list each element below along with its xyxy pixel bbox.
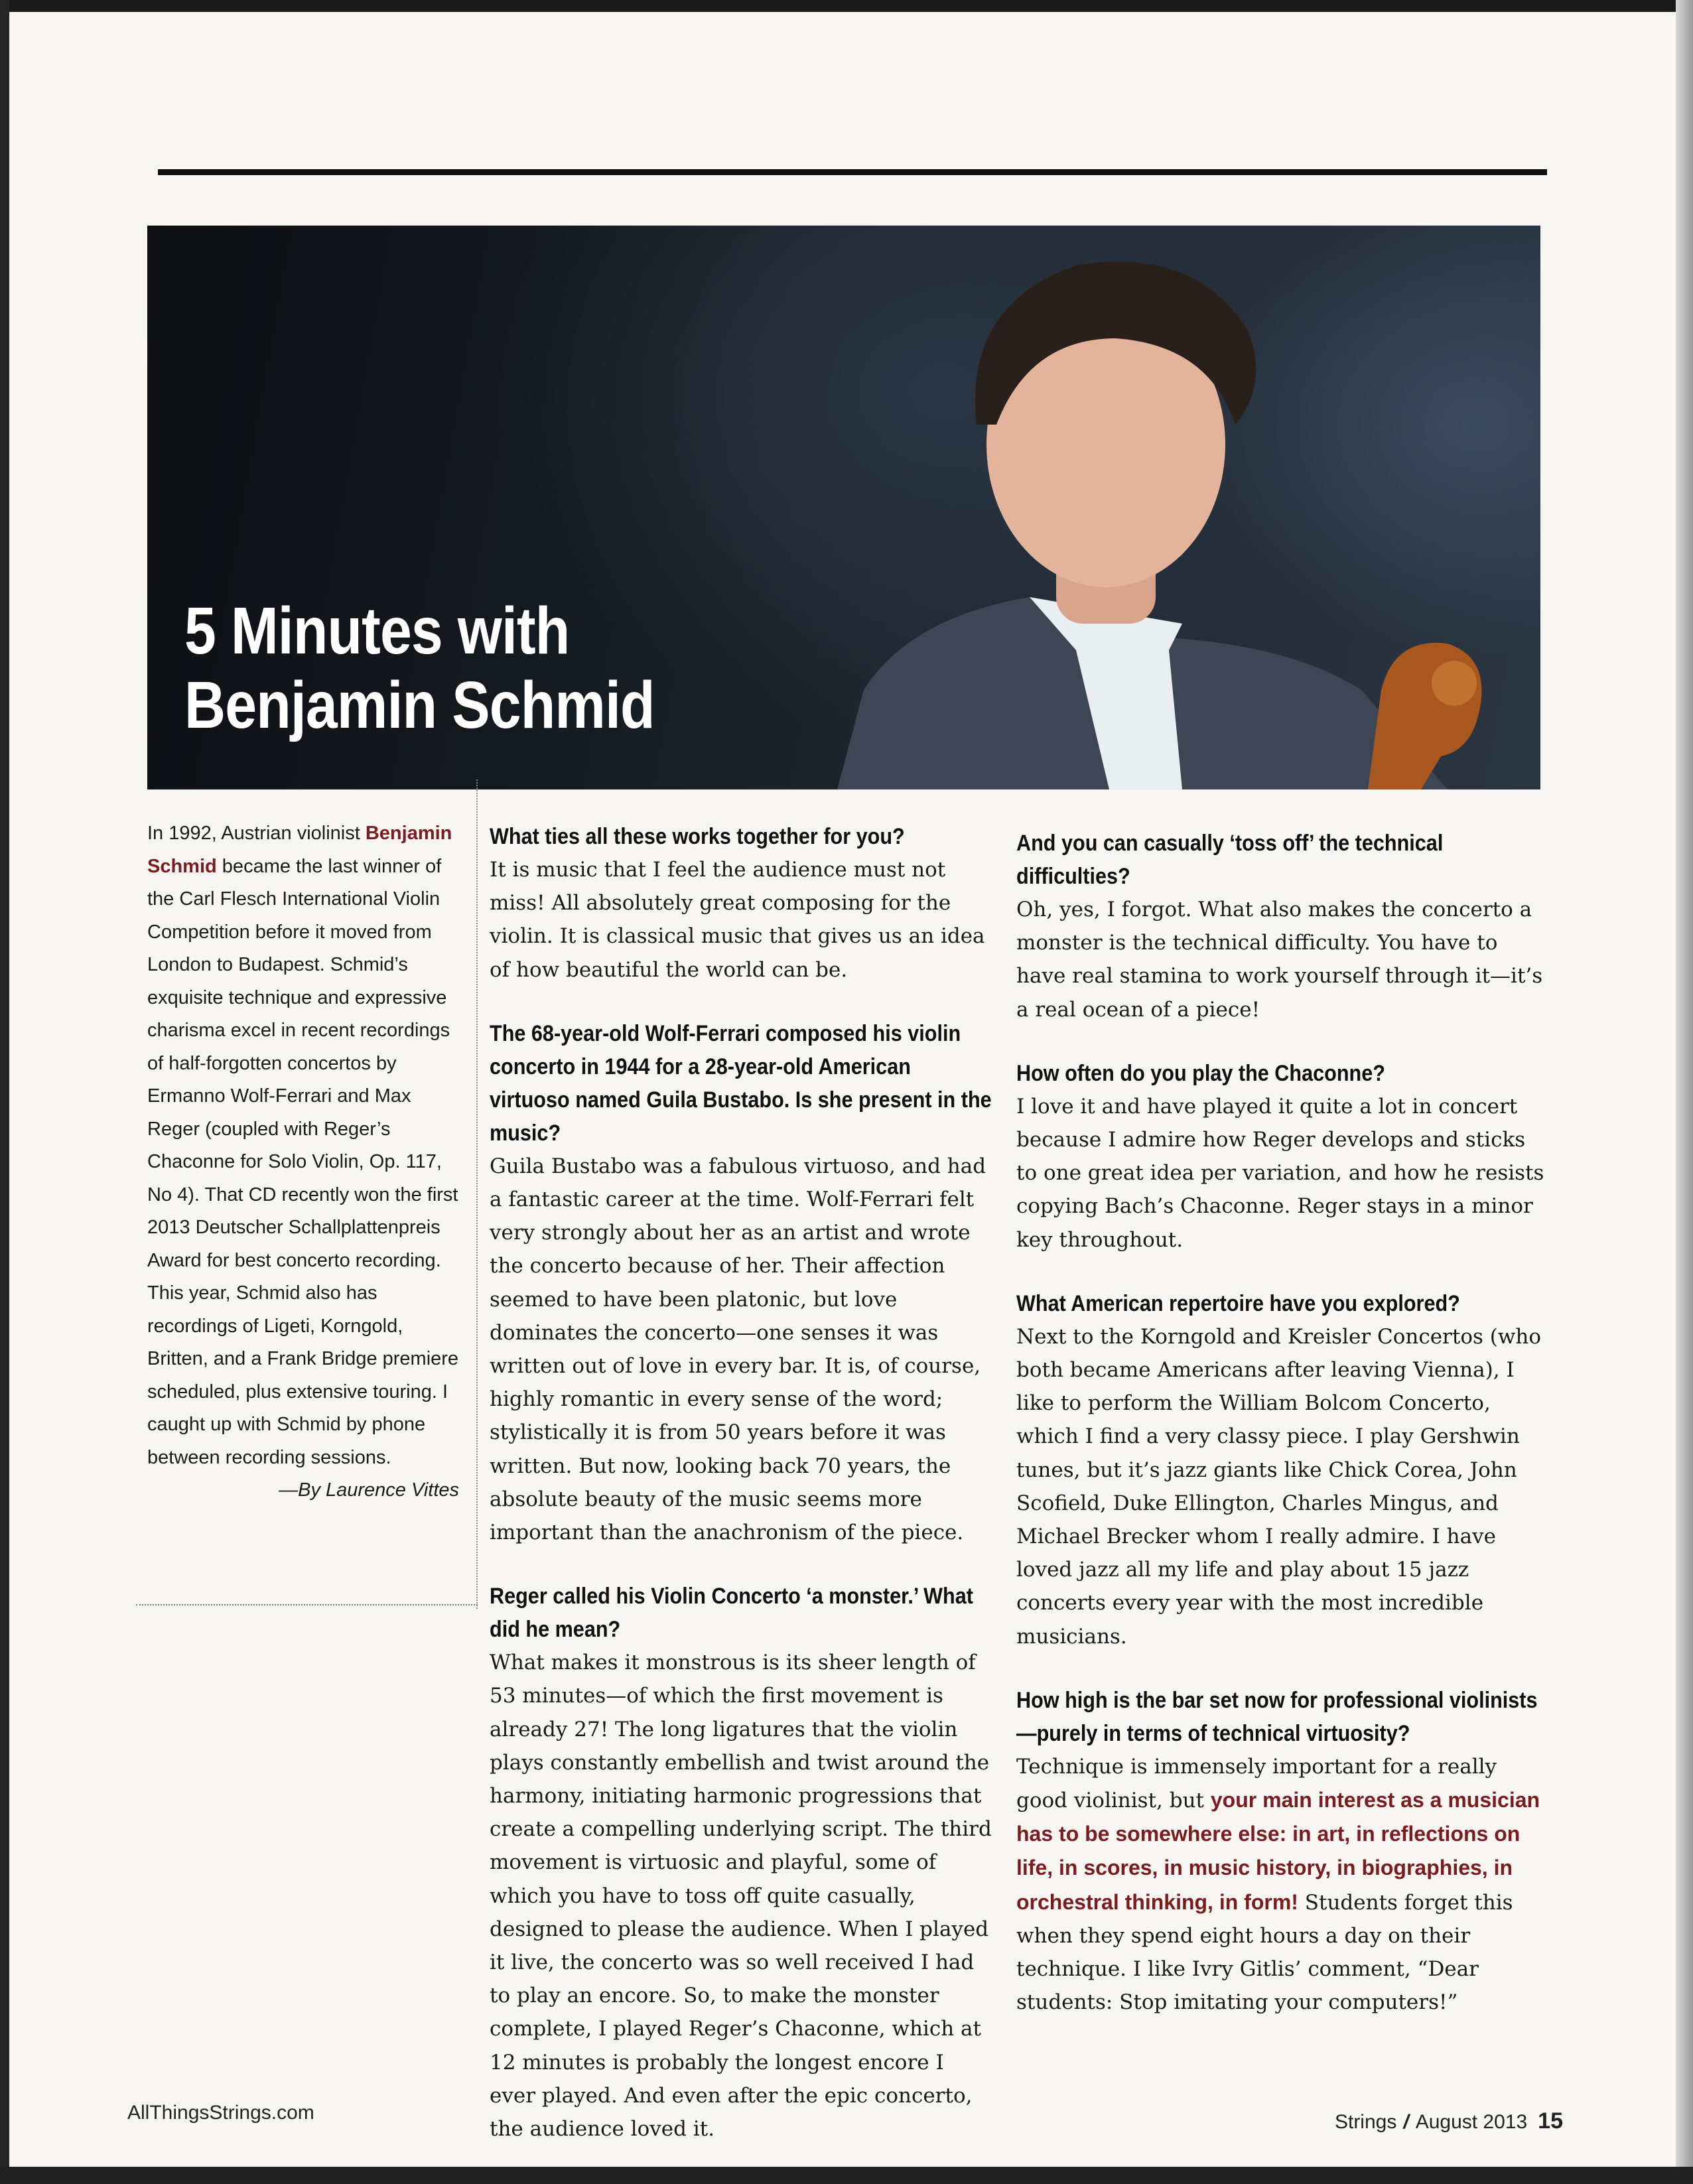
column-divider: [476, 780, 478, 1609]
question-1: What ties all these works together for you?: [490, 824, 905, 849]
question-7: How high is the bar set now for professional violinists—purely in terms of technical virtuosity?: [1016, 1687, 1538, 1746]
article-title: [184, 594, 655, 742]
answer-7: [1016, 1750, 1547, 2019]
folio-separator: /: [1403, 2111, 1409, 2133]
answer-7-after: Students forget this when they spend eight hours a day on their technique. I like Ivry Gitlis’ comment, “Dear students: Stop imitating your computers!”: [1016, 1890, 1513, 2015]
scan-edge-right: [1676, 0, 1693, 2184]
interview-column-1: [490, 820, 994, 2176]
issue-date: August 2013: [1415, 2111, 1528, 2133]
intro-before: In 1992, Austrian violinist: [147, 823, 366, 844]
answer-7-before: Technique is immensely important for a really good violinist, but: [1016, 1754, 1497, 1813]
pull-highlight: your main interest as a musician has to be somewhere else: in art, in reflections on life, in scores, in music history, in biographies, in orchestral thinking, in form!: [1016, 1788, 1540, 1914]
question-4: And you can casually ‘toss off’ the technical difficulties?: [1016, 831, 1444, 889]
scan-edge-top: [0, 0, 1693, 12]
intro-sidebar: [147, 817, 459, 1507]
magazine-name: Strings: [1334, 2111, 1397, 2133]
title-line-1: 5 Minutes with: [184, 594, 570, 668]
question-6: What American repertoire have you explored?: [1016, 1290, 1460, 1316]
intro-text: [147, 817, 459, 1474]
subject-name: Benjamin Schmid: [147, 823, 452, 877]
byline: —By Laurence Vittes: [279, 1479, 459, 1501]
violin-scroll-curl: [1432, 661, 1477, 706]
question-5: How often do you play the Chaconne?: [1016, 1060, 1385, 1086]
answer-2: Guila Bustabo was a fabulous virtuoso, and had a fantastic career at the time. Wolf-Ferrari felt very strongly about her as an artist and wrote the concerto because of her. Their affection seemed to have been platonic, but love dominates the concerto—one senses it was written out of love in every bar. It is, of course, highly romantic in every sense of the word; stylistically it is from 50 years before it was written. But now, looking back 70 years, the absolute beauty of the music seems more important than the anachronism of the piece.: [490, 1154, 986, 1545]
sidebar-bottom-rule: [136, 1604, 478, 1605]
answer-6: Next to the Korngold and Kreisler Concertos (who both became Americans after leaving Vienna), I like to perform the William Bolcom Concerto, which I find a very classy piece. I play Gershwin tunes, but it’s jazz giants like Chick Corea, John Scofield, Duke Ellington, Charles Mingus, and Michael Brecker whom I really admire. I have loved jazz all my life and play about 15 jazz concerts every year with the most incredible musicians.: [1016, 1324, 1541, 1649]
top-rule: [158, 169, 1547, 175]
intro-after: became the last winner of the Carl Flesch International Violin Competition before it moved from London to Budapest. Schmid’s exquisite technique and expressive charisma excel in recent recordings of half-forgotten concertos by Ermanno Wolf-Ferrari and Max Reger (coupled with Reger’s Chaconne for Solo Violin, Op. 117, No 4). That CD recently won the first 2013 Deutscher Schallplattenpreis Award for best concerto recording. This year, Schmid also has recordings of Ligeti, Korngold, Britten, and a Frank Bridge premiere scheduled, plus extensive touring. I caught up with Schmid by phone between recording sessions.: [147, 855, 459, 1468]
answer-5: I love it and have played it quite a lot in concert because I admire how Reger develops and sticks to one great idea per variation, and how he resists copying Bach’s Chaconne. Reger stays in a minor key throughout.: [1016, 1094, 1544, 1252]
title-line-2: Benjamin Schmid: [184, 668, 655, 742]
footer-folio: [1335, 2108, 1563, 2134]
footer-website: AllThingsStrings.com: [127, 2102, 314, 2124]
interview-column-2: [1016, 827, 1547, 2049]
answer-4: Oh, yes, I forgot. What also makes the concerto a monster is the technical difficulty. You have to have real stamina to work yourself through it—it’s a real ocean of a piece!: [1016, 898, 1543, 1022]
answer-3: What makes it monstrous is its sheer length of 53 minutes—of which the first movement is already 27! The long ligatures that the violin plays constantly embellish and twist around the harmony, initiating harmonic progressions that create a compelling underlying script. The third movement is virtuosic and playful, some of which you have to toss off quite casually, designed to please the audience. When I played it live, the concerto was so well received I had to play an encore. So, to make the monster complete, I played Reger’s Chaconne, which at 12 minutes is probably the longest encore I ever played. And even after the epic concerto, the audience loved it.: [490, 1651, 992, 2142]
question-2: The 68-year-old Wolf-Ferrari composed his violin concerto in 1944 for a 28-year-old American virtuoso named Guila Bustabo. Is she present in the music?: [490, 1020, 992, 1146]
header-photo: [147, 226, 1540, 789]
answer-1: It is music that I feel the audience must not miss! All absolutely great composing for the violin. It is classical music that gives us an idea of how beautiful the world can be.: [490, 858, 985, 982]
page-number: 15: [1538, 2108, 1563, 2134]
question-3: Reger called his Violin Concerto ‘a monster.’ What did he mean?: [490, 1584, 973, 1643]
scan-edge-left: [0, 0, 9, 2184]
